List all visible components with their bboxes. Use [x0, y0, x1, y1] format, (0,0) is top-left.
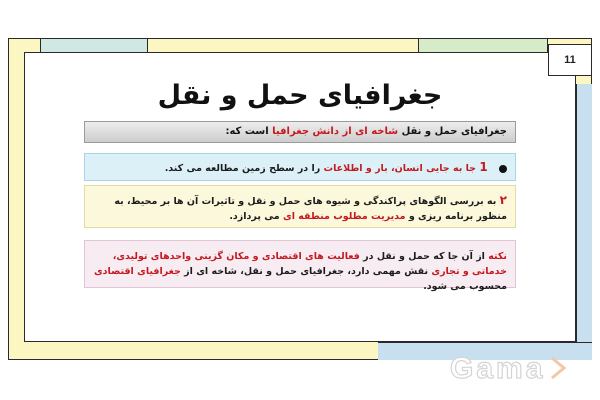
- frame-strip-right: [576, 84, 592, 360]
- point-2-number: ۲: [499, 193, 507, 207]
- note-part-1: از آن جا که حمل و نقل در: [363, 251, 485, 262]
- definition-bar: [84, 121, 516, 143]
- definition-prefix: جغرافیای حمل و نقل: [401, 126, 507, 137]
- point-1-text: را در سطح زمین مطالعه می کند.: [164, 163, 321, 174]
- note-highlight-1: فعالیت های اقتصادی و مکان گزینی واحدهای تولیدی، خدماتی و تجاری: [112, 251, 507, 277]
- point-2-suffix: می پردازد.: [229, 211, 280, 222]
- point-1-highlight: جا به جایی انسان، بار و اطلاعات: [323, 163, 477, 174]
- note-part-3: محسوب می شود.: [423, 281, 507, 292]
- definition-suffix: است که:: [225, 126, 269, 137]
- definition-highlight: شاخه ای از دانش جغرافیا: [272, 126, 399, 137]
- watermark-text: Gama: [450, 352, 546, 384]
- gama-watermark-logo: [448, 352, 588, 384]
- point-2-box: [84, 185, 516, 228]
- slide-title: جغرافیای حمل و نقل: [157, 80, 443, 111]
- point-1-box: [84, 153, 516, 181]
- point-2-highlight: مدیریت مطلوب منطقه ای: [283, 211, 406, 222]
- bullet-dot-icon: [499, 165, 507, 173]
- note-label: نکته: [488, 251, 507, 262]
- page-number-text: 11: [564, 54, 576, 66]
- note-part-2: نقش مهمی دارد، جغرافیای حمل و نقل، شاخه ای از: [184, 266, 429, 277]
- note-highlight-2: جغرافیای اقتصادی: [93, 266, 181, 277]
- point-2-text: به بررسی الگوهای پراکندگی و شیوه های حمل و نقل و تاثیرات آن ها بر محیط، به منظور برنامه ریزی و: [114, 196, 507, 222]
- point-1-number: 1: [479, 160, 488, 174]
- note-box: [84, 240, 516, 292]
- watermark-swoosh-icon: [552, 358, 564, 378]
- page-number: [548, 44, 592, 76]
